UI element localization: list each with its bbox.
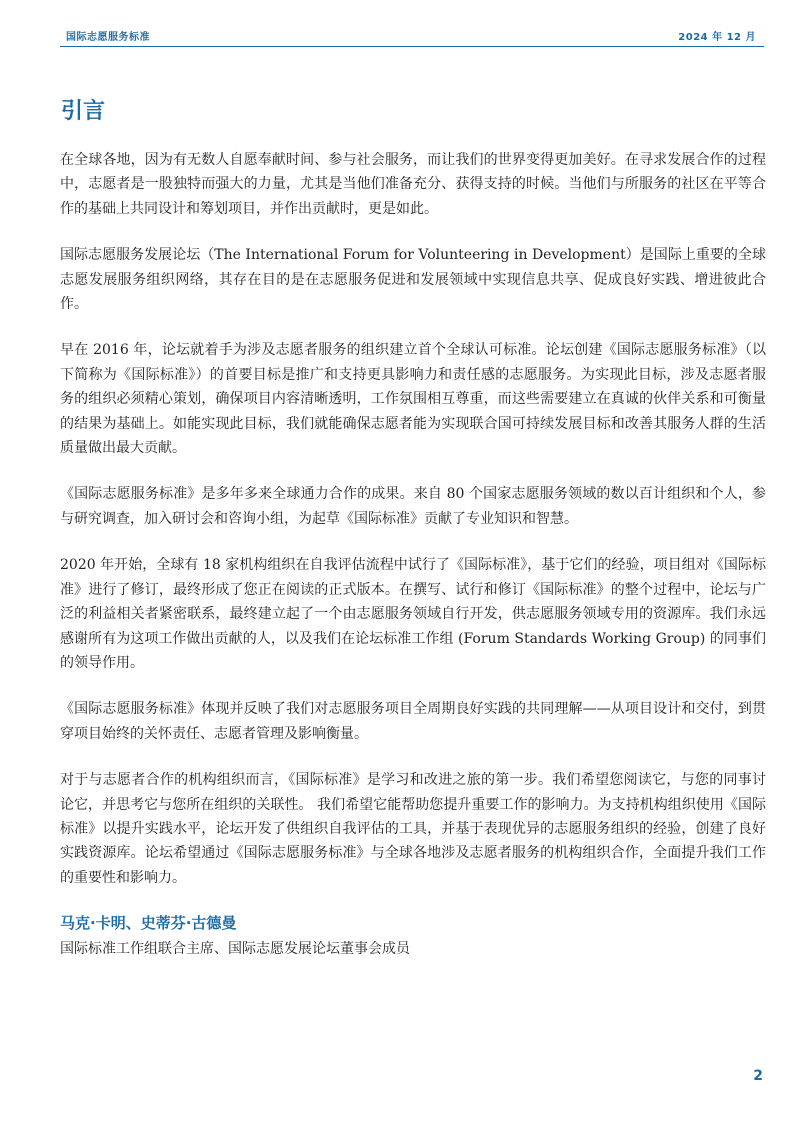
paragraph: 对于与志愿者合作的机构组织而言，《国际标准》是学习和改进之旅的第一步。我们希望您阅读它，与您的同事讨论它，并思考它与您所在组织的关联性。 我们希望它能帮助您提升重要工作的影响力。为支持机构组织使用《国际标准》以提升实践水平，论坛开发了供组织自我评估的工具，并基于表现优异的志愿服务组织的经验，创建了良好实践资源库。论坛希望通过《国际志愿服务标准》与全球各地涉及志愿者服务的机构组织合作，全面提升我们工作的重要性和影响力。	[60, 772, 766, 886]
paragraph: 《国际志愿服务标准》体现并反映了我们对志愿服务项目全周期良好实践的共同理解——从项目设计和交付，到贯穿项目始终的关怀责任、志愿者管理及影响衡量。	[60, 701, 766, 742]
paragraph: 国际志愿服务发展论坛（The International Forum for Volunteering in Development）是国际上重要的全球志愿发展服务组织网络，其存在目的是在志愿服务促进和发展领域中实现信息共享、促成良好实践、增进彼此合作。	[60, 247, 766, 313]
page-title: 引言	[61, 99, 106, 124]
paragraph: 在全球各地，因为有无数人自愿奉献时间、参与社会服务，而让我们的世界变得更加美好。在寻求发展合作的过程中，志愿者是一股独特而强大的力量，尤其是当他们准备充分、获得支持的时候。当他们与所服务的社区在平等合作的基础上共同设计和筹划项目，并作出贡献时，更是如此。	[60, 152, 766, 217]
page-header	[60, 26, 764, 47]
body-text	[60, 148, 766, 912]
header-document-title: 国际志愿服务标准	[66, 32, 150, 43]
paragraph: 2020 年开始，全球有 18 家机构组织在自我评估流程中试行了《国际标准》，基于它们的经验，项目组对《国际标准》进行了修订，最终形成了您正在阅读的正式版本。在撰写、试行和修订《国际标准》的整个过程中，论坛与广泛的利益相关者紧密联系，最终建立起了一个由志愿服务领域自行开发，供志愿服务领域专用的资源库。我们永远感谢所有为这项工作做出贡献的人，以及我们在论坛标准工作组 (Forum Standards Working Group) 的同事们的领导作用。	[60, 557, 766, 671]
header-date: 2024 年 12 月	[678, 32, 756, 43]
signer-name: 马克·卡明、史蒂芬·古德曼	[60, 914, 237, 932]
paragraph: 早在 2016 年，论坛就着手为涉及志愿者服务的组织建立首个全球认可标准。论坛创建《国际志愿服务标准》（以下简称为《国际标准》）的首要目标是推广和支持更具影响力和责任感的志愿服务。为实现此目标，涉及志愿者服务的组织必须精心策划，确保项目内容清晰透明，工作氛围相互尊重，而这些需要建立在真诚的伙伴关系和可衡量的结果为基础上。如能实现此目标，我们就能确保志愿者能为实现联合国可持续发展目标和改善其服务人群的生活质量做出最大贡献。	[60, 342, 766, 457]
page-number: 2	[753, 1068, 763, 1084]
signer-title: 国际标准工作组联合主席、国际志愿发展论坛董事会成员	[60, 941, 410, 957]
paragraph: 《国际志愿服务标准》是多年多来全球通力合作的成果。来自 80 个国家志愿服务领域的数以百计组织和个人，参与研究调查，加入研讨会和咨询小组，为起草《国际标准》贡献了专业知识和智慧。	[60, 486, 766, 527]
